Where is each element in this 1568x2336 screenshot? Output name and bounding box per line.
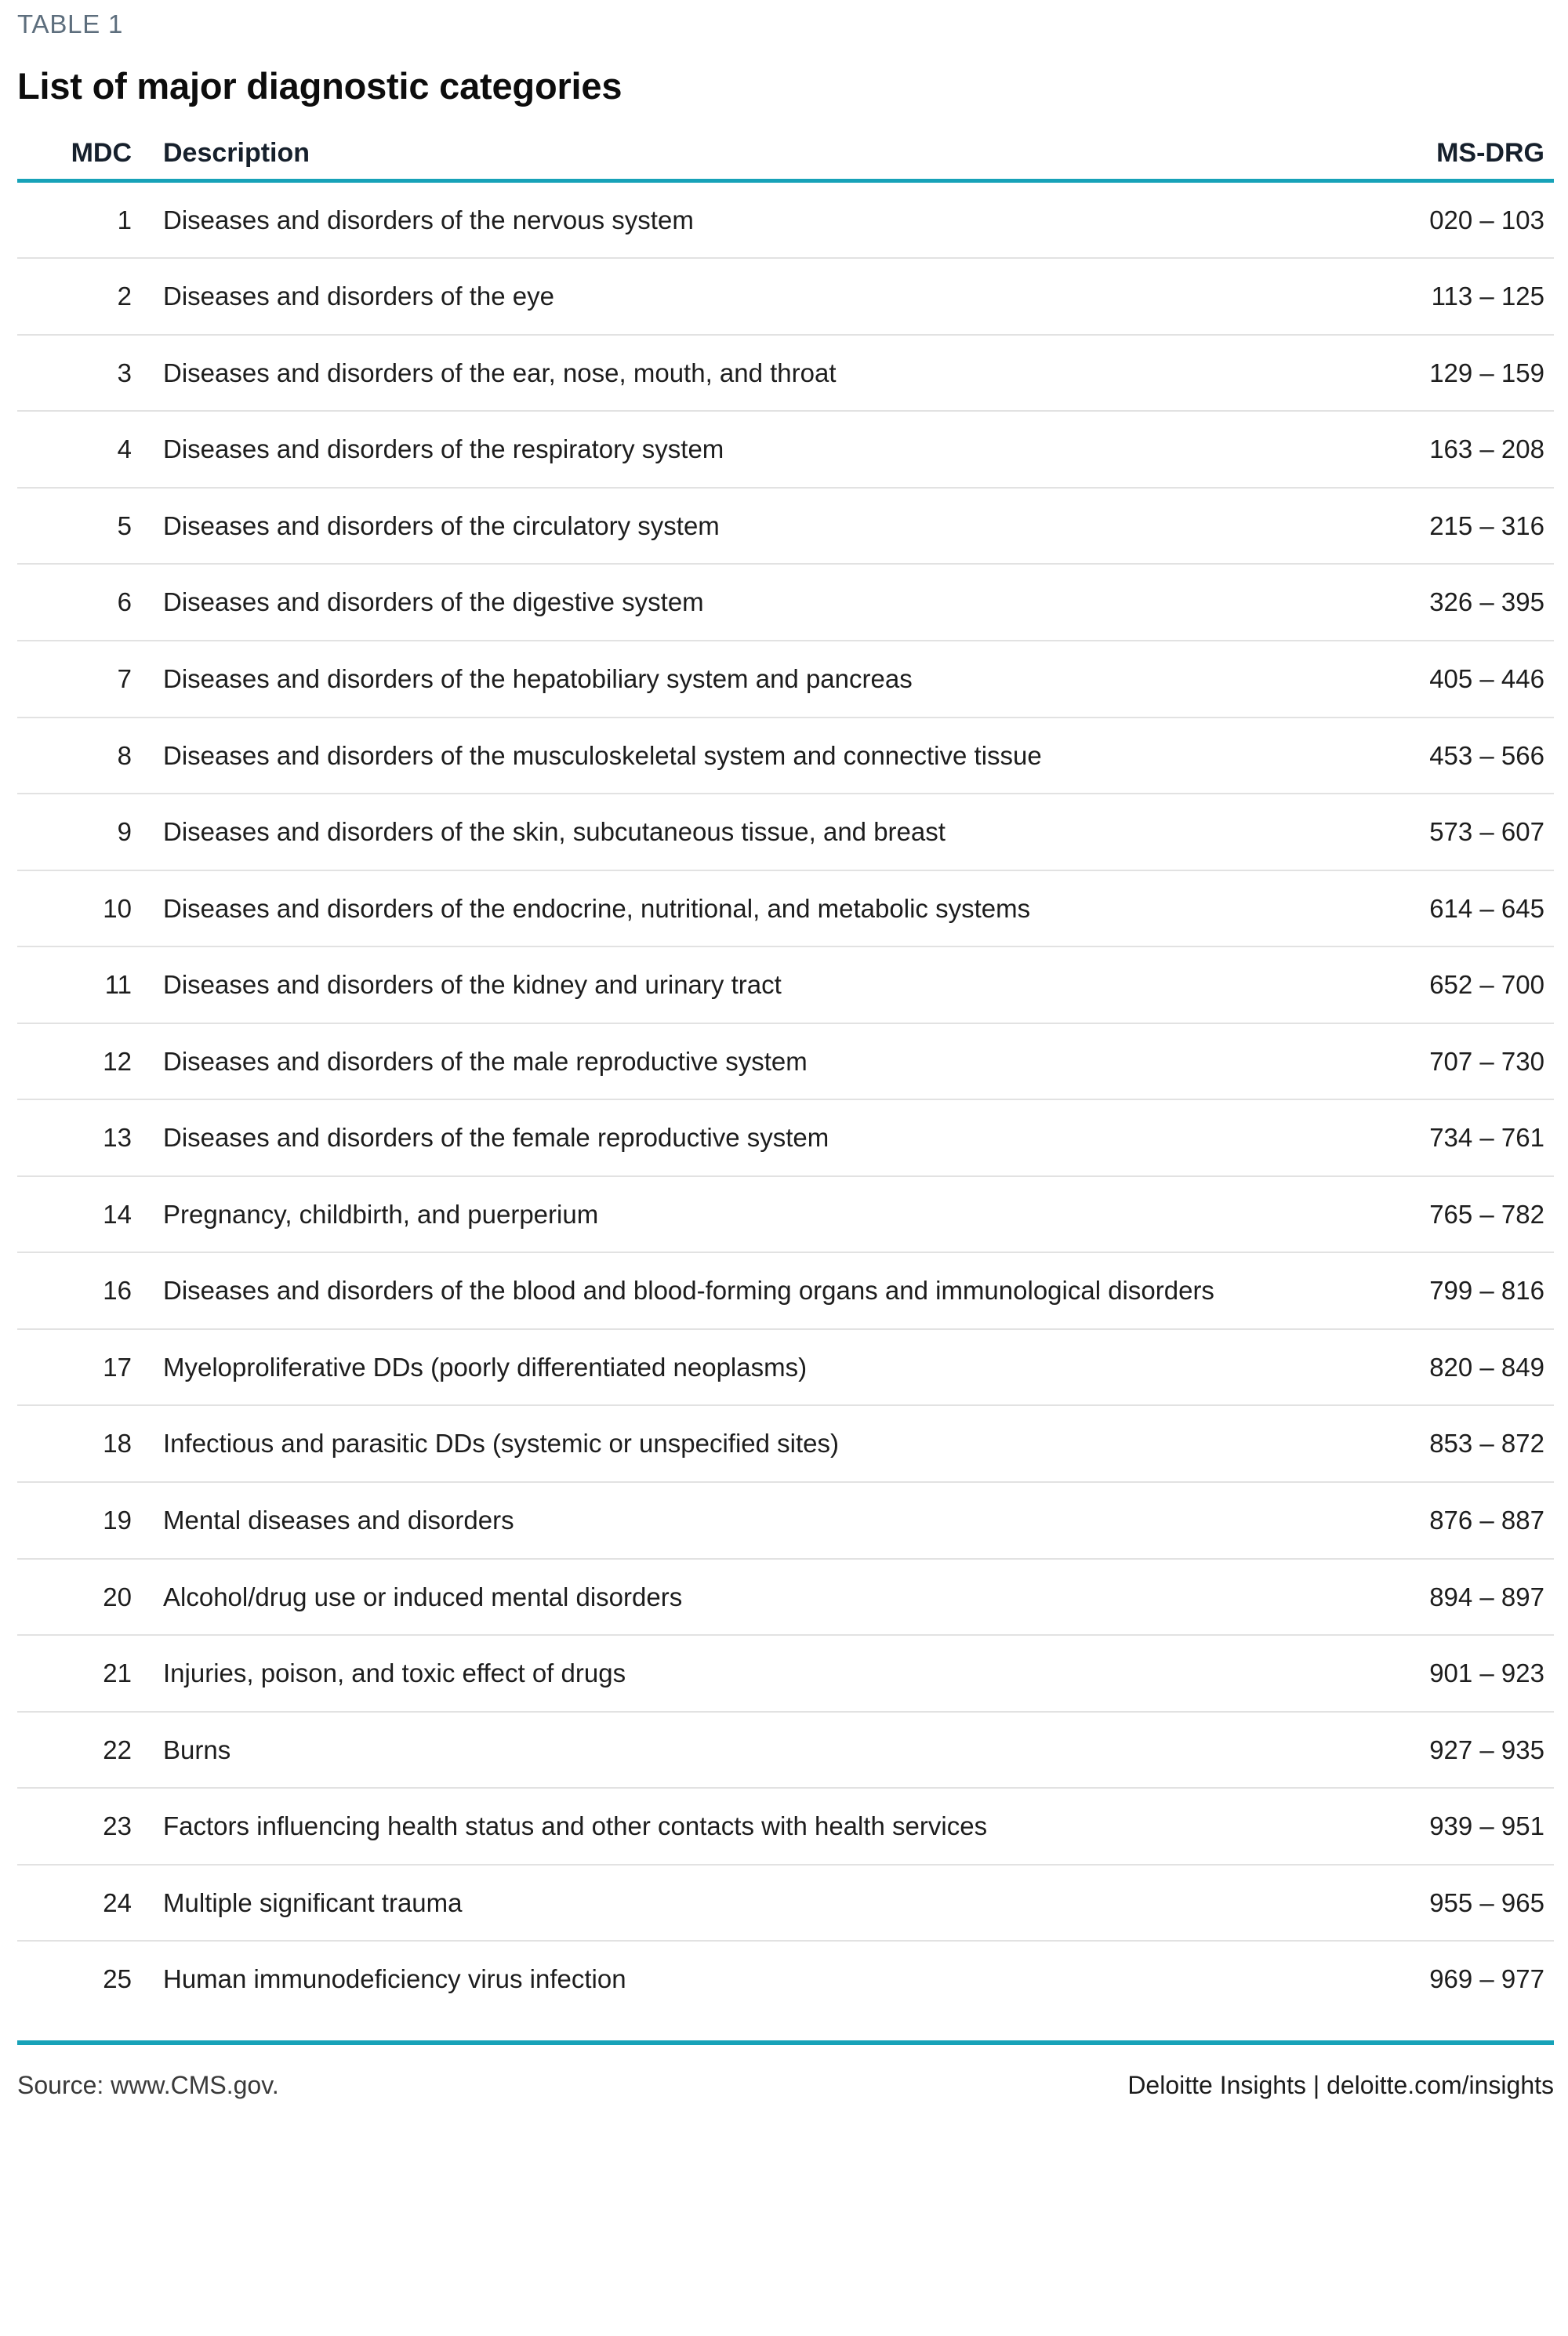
- cell-msdrg: 129 – 159: [1319, 335, 1554, 412]
- table-row: [17, 1329, 1554, 1406]
- table-row: [17, 335, 1554, 412]
- cell-mdc: 9: [17, 794, 149, 870]
- cell-mdc: 11: [17, 946, 149, 1023]
- cell-description: Human immunodeficiency virus infection: [163, 1964, 626, 1994]
- table-row: [17, 870, 1554, 947]
- cell-msdrg: 113 – 125: [1319, 258, 1554, 335]
- cell-mdc: 4: [17, 411, 149, 488]
- cell-description: Diseases and disorders of the circulatory system: [149, 488, 1319, 565]
- table-row: [17, 1023, 1554, 1100]
- table-row: [17, 1788, 1554, 1865]
- table-row: [17, 946, 1554, 1023]
- cell-msdrg: 734 – 761: [1319, 1099, 1554, 1176]
- table-row: [17, 641, 1554, 718]
- cell-msdrg: 894 – 897: [1319, 1559, 1554, 1636]
- table-row: [17, 488, 1554, 565]
- table-body: [17, 180, 1554, 2017]
- cell-description: Burns: [149, 1712, 1319, 1789]
- cell-msdrg: 614 – 645: [1319, 870, 1554, 947]
- table-row: [17, 1712, 1554, 1789]
- cell-mdc: 20: [17, 1559, 149, 1636]
- source-note: Source: www.CMS.gov.: [17, 2070, 279, 2099]
- cell-description: Myeloproliferative DDs (poorly differentiated neoplasms): [149, 1329, 1319, 1406]
- table-row: [17, 1865, 1554, 1942]
- cell-mdc: 24: [17, 1865, 149, 1942]
- cell-msdrg: 955 – 965: [1319, 1865, 1554, 1942]
- cell-msdrg: 326 – 395: [1319, 564, 1554, 641]
- cell-description: Pregnancy, childbirth, and puerperium: [149, 1176, 1319, 1253]
- page-title: List of major diagnostic categories: [17, 65, 622, 107]
- table-row: [17, 180, 1554, 258]
- column-header-mdc: MDC: [17, 139, 149, 180]
- cell-description: Diseases and disorders of the endocrine, nutritional, and metabolic systems: [149, 870, 1319, 947]
- cell-mdc: 12: [17, 1023, 149, 1100]
- cell-msdrg: 405 – 446: [1319, 641, 1554, 718]
- cell-mdc: 25: [103, 1964, 132, 1994]
- cell-mdc: 13: [17, 1099, 149, 1176]
- cell-description: Diseases and disorders of the musculoskeletal system and connective tissue: [149, 718, 1319, 794]
- cell-mdc: 8: [17, 718, 149, 794]
- cell-mdc: 23: [17, 1788, 149, 1865]
- column-header-msdrg: MS-DRG: [1319, 139, 1554, 180]
- cell-mdc: 16: [17, 1252, 149, 1329]
- cell-msdrg: 652 – 700: [1319, 946, 1554, 1023]
- table-header: [17, 139, 1554, 180]
- cell-mdc: 17: [17, 1329, 149, 1406]
- cell-msdrg: 901 – 923: [1319, 1635, 1554, 1712]
- table-row: [17, 258, 1554, 335]
- cell-mdc: 3: [17, 335, 149, 412]
- table-row: [17, 564, 1554, 641]
- cell-mdc: 5: [17, 488, 149, 565]
- table-row: [17, 1099, 1554, 1176]
- table-eyebrow-label: TABLE 1: [17, 9, 124, 38]
- major-diagnostic-categories-table: [17, 139, 1554, 2017]
- cell-msdrg: 215 – 316: [1319, 488, 1554, 565]
- cell-msdrg: 939 – 951: [1319, 1788, 1554, 1865]
- table-row: [17, 718, 1554, 794]
- cell-msdrg: 799 – 816: [1319, 1252, 1554, 1329]
- cell-description: Diseases and disorders of the digestive system: [149, 564, 1319, 641]
- table-row: [17, 1405, 1554, 1482]
- table-row: [17, 1176, 1554, 1253]
- cell-description: Injuries, poison, and toxic effect of drugs: [149, 1635, 1319, 1712]
- cell-mdc: 21: [17, 1635, 149, 1712]
- cell-description: Diseases and disorders of the eye: [149, 258, 1319, 335]
- cell-mdc: 18: [17, 1405, 149, 1482]
- table-row: [17, 794, 1554, 870]
- cell-mdc: 22: [17, 1712, 149, 1789]
- table-row: [17, 1482, 1554, 1559]
- cell-description: Mental diseases and disorders: [149, 1482, 1319, 1559]
- column-header-description: Description: [149, 139, 1319, 180]
- cell-description: Alcohol/drug use or induced mental disorders: [149, 1559, 1319, 1636]
- cell-msdrg: 927 – 935: [1319, 1712, 1554, 1789]
- cell-description: Diseases and disorders of the ear, nose, mouth, and throat: [149, 335, 1319, 412]
- cell-mdc: 7: [17, 641, 149, 718]
- cell-msdrg: 969 – 977: [1429, 1964, 1544, 1994]
- cell-msdrg: 707 – 730: [1319, 1023, 1554, 1100]
- cell-mdc: 2: [17, 258, 149, 335]
- table-row: [17, 1559, 1554, 1636]
- cell-msdrg: 765 – 782: [1319, 1176, 1554, 1253]
- cell-msdrg: 573 – 607: [1319, 794, 1554, 870]
- cell-description: Diseases and disorders of the skin, subcutaneous tissue, and breast: [149, 794, 1319, 870]
- cell-description: Diseases and disorders of the respiratory system: [149, 411, 1319, 488]
- cell-msdrg: 453 – 566: [1319, 718, 1554, 794]
- cell-description: Multiple significant trauma: [149, 1865, 1319, 1942]
- table-row: [17, 1252, 1554, 1329]
- brand-attribution: Deloitte Insights | deloitte.com/insights: [1127, 2070, 1554, 2099]
- cell-description: Diseases and disorders of the kidney and urinary tract: [149, 946, 1319, 1023]
- cell-description: Diseases and disorders of the female reproductive system: [149, 1099, 1319, 1176]
- cell-description: Factors influencing health status and other contacts with health services: [149, 1788, 1319, 1865]
- cell-description: Infectious and parasitic DDs (systemic or unspecified sites): [149, 1405, 1319, 1482]
- cell-description: Diseases and disorders of the blood and blood-forming organs and immunological disorders: [149, 1252, 1319, 1329]
- cell-msdrg: 020 – 103: [1319, 180, 1554, 258]
- table-row: [17, 1635, 1554, 1712]
- cell-mdc: 1: [17, 180, 149, 258]
- cell-description: Diseases and disorders of the hepatobiliary system and pancreas: [149, 641, 1319, 718]
- cell-msdrg: 876 – 887: [1319, 1482, 1554, 1559]
- cell-msdrg: 853 – 872: [1319, 1405, 1554, 1482]
- table-row: [17, 1941, 1554, 2017]
- table-footer: [17, 2045, 1554, 2100]
- cell-mdc: 6: [17, 564, 149, 641]
- cell-mdc: 10: [17, 870, 149, 947]
- cell-msdrg: 820 – 849: [1319, 1329, 1554, 1406]
- cell-mdc: 19: [17, 1482, 149, 1559]
- table-row: [17, 411, 1554, 488]
- cell-description: Diseases and disorders of the male reproductive system: [149, 1023, 1319, 1100]
- cell-description: Diseases and disorders of the nervous system: [149, 180, 1319, 258]
- cell-msdrg: 163 – 208: [1319, 411, 1554, 488]
- cell-mdc: 14: [17, 1176, 149, 1253]
